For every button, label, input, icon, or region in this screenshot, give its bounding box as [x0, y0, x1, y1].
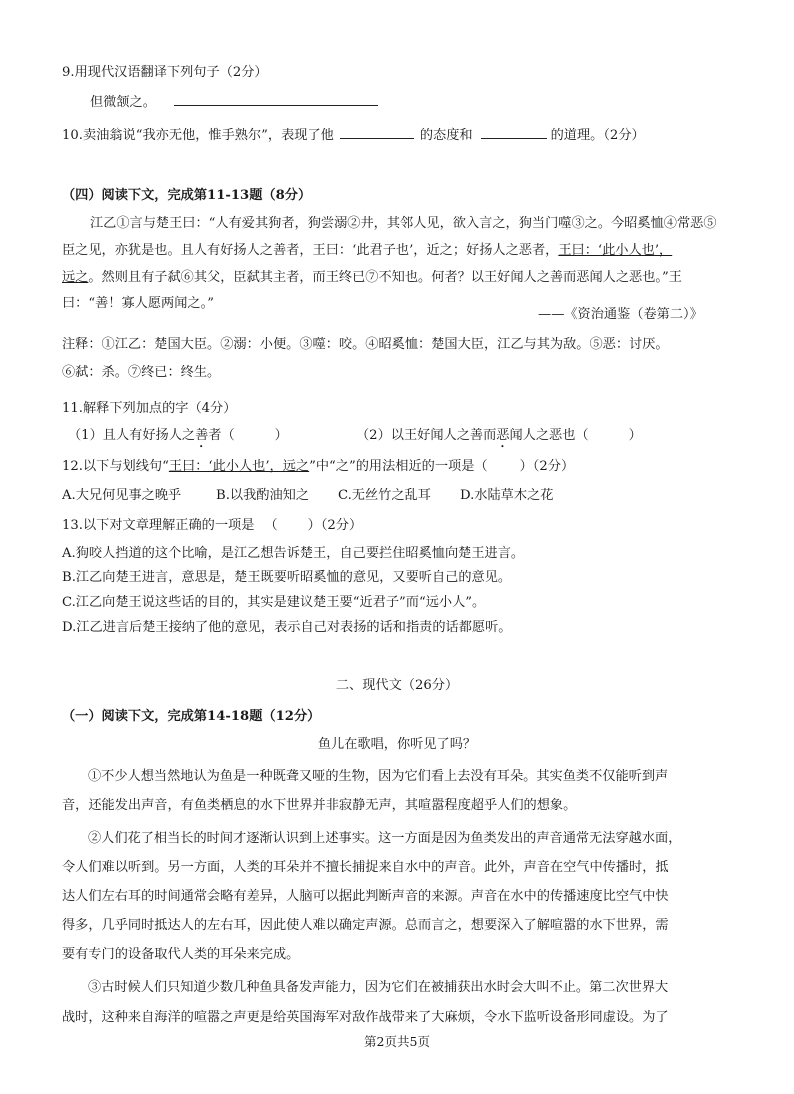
- q13-option-b: B.江乙向楚王进言，意思是，楚王既要听昭奚恤的意见，又要听自己的意见。: [62, 570, 512, 585]
- q9-sentence: 但微颔之。: [90, 95, 156, 110]
- q12-prompt: 12.以下与划线句“王曰：‘此小人也’，远之”中“之”的用法相近的一项是（ ）（2分）: [62, 459, 575, 474]
- article-para-1-line-1: ①不少人想当然地认为鱼是一种既聋又哑的生物，因为它们看上去没有耳朵。其实鱼类不仅能听到声: [88, 769, 669, 784]
- underlined-sentence: 王曰：‘此小人也’，: [558, 243, 673, 258]
- passage-line-1: 江乙①言与楚王曰：“人有爱其狗者，狗尝溺②井，其邻人见，欲入言之，狗当门噬③之。今昭奚恤④常恶⑤: [90, 216, 717, 231]
- article-para-2-line-4: 得多，几乎同时抵达人的左右耳，因此使人难以确定声源。总而言之，想要深入了解喧嚣的水下世界，需: [62, 918, 669, 933]
- article-para-2-line-2: 令人们难以听到。另一方面，人类的耳朵并不擅长捕捉来自水中的声音。此外，声音在空气中传播时，抵: [62, 860, 669, 875]
- q10-blank-1[interactable]: [340, 126, 414, 139]
- article-para-2-line-3: 达人们左右耳的时间通常会略有差异，人脑可以据此判断声音的来源。声音在水中的传播速度比空气中快: [62, 889, 669, 904]
- passage-line-3: 远之。然则且有子弑⑥其父，臣弑其主者，而王终已⑦不知也。何者？以王好闻人之善而恶闻人之恶也。”王: [62, 270, 682, 285]
- q13-option-c: C.江乙向楚王说这些话的目的，其实是建议楚王要“近君子”而“远小人”。: [62, 595, 486, 610]
- q13-prompt: 13.以下对文章理解正确的一项是 （ ）（2分）: [62, 518, 363, 533]
- q12-quote: 王曰：‘此小人也’，远之: [168, 459, 310, 474]
- q10-part3: 的道理。（2分）: [550, 128, 645, 143]
- page-footer: 第2页共5页: [364, 1034, 430, 1049]
- q13-option-a: A.狗咬人挡道的这个比喻，是江乙想告诉楚王，自己要拦住昭奚恤向楚王进言。: [62, 546, 525, 561]
- q12-option-a: A.大兄何见事之晚乎: [62, 488, 182, 503]
- q9-prompt: 9.用现代汉语翻译下列句子（2分）: [62, 65, 268, 80]
- q10-line: [62, 126, 645, 145]
- q10-part2: 的态度和: [419, 128, 473, 143]
- article-para-2-line-5: 要有专门的设备取代人类的耳朵来完成。: [62, 947, 300, 962]
- q9-sentence-line: [90, 93, 378, 112]
- article-para-3-line-2: 战时，这种来自海洋的喧嚣之声更是给英国海军对敌作战带来了大麻烦，令水下监听设备形同虚设。为了: [62, 1010, 669, 1025]
- q12-option-b: B.以我酌油知之: [216, 488, 310, 503]
- passage-line-4: 曰：“善！寡人愿两闻之。”: [62, 296, 214, 311]
- notes-line-2: ⑥弑：杀。⑦终已：终生。: [62, 365, 221, 380]
- q12-option-d: D.水陆草木之花: [460, 488, 554, 503]
- part2-heading: 二、现代文（26分）: [335, 678, 459, 693]
- q13-option-d: D.江乙进言后楚王接纳了他的意见，表示自己对表扬的话和指责的话都愿听。: [62, 620, 512, 635]
- q11-item-1: （1）且人有好扬人之善者（ ）: [68, 428, 288, 443]
- q12-option-c: C.无丝竹之乱耳: [338, 488, 431, 503]
- section4-heading: （四）阅读下文，完成第11-13题（8分）: [62, 188, 312, 203]
- q11-dotted-char-1: 善: [195, 428, 209, 443]
- part2-sub-heading: （一）阅读下文，完成第14-18题（12分）: [62, 709, 321, 724]
- article-para-1-line-2: 音，还能发出声音，有鱼类栖息的水下世界并非寂静无声，其喧嚣程度超乎人们的想象。: [62, 798, 577, 813]
- passage-line-2: 臣之见，亦犹是也。且人有好扬人之善者，王曰：‘此君子也’，近之；好扬人之恶者，王曰：‘此小人也’，: [62, 243, 673, 258]
- q9-answer-blank[interactable]: [174, 93, 378, 106]
- article-title: 鱼儿在歌唱，你听见了吗？: [317, 737, 477, 752]
- article-para-2-line-1: ②人们花了相当长的时间才逐渐认识到上述事实。这一方面是因为鱼类发出的声音通常无法穿越水面，: [88, 831, 682, 846]
- article-para-3-line-1: ③古时候人们只知道少数几种鱼具备发声能力，因为它们在被捕获出水时会大叫不止。第二次世界大: [88, 980, 669, 995]
- passage-source: ——《资治通鉴（卷第二）》: [538, 307, 703, 322]
- q10-blank-2[interactable]: [481, 126, 547, 139]
- notes-line-1: 注释：①江乙：楚国大臣。②溺：小便。③噬：咬。④昭奚恤：楚国大臣，江乙与其为敌。⑤恶：讨厌。: [62, 337, 669, 352]
- q11-prompt: 11.解释下列加点的字（4分）: [62, 401, 237, 416]
- q10-part1: 10.卖油翁说“我亦无他，惟手熟尔”，表现了他: [62, 128, 334, 143]
- q11-item-2: （2）以王好闻人之善而恶闻人之恶也（ ）: [356, 428, 642, 443]
- q11-dotted-char-2: 恶: [496, 428, 510, 443]
